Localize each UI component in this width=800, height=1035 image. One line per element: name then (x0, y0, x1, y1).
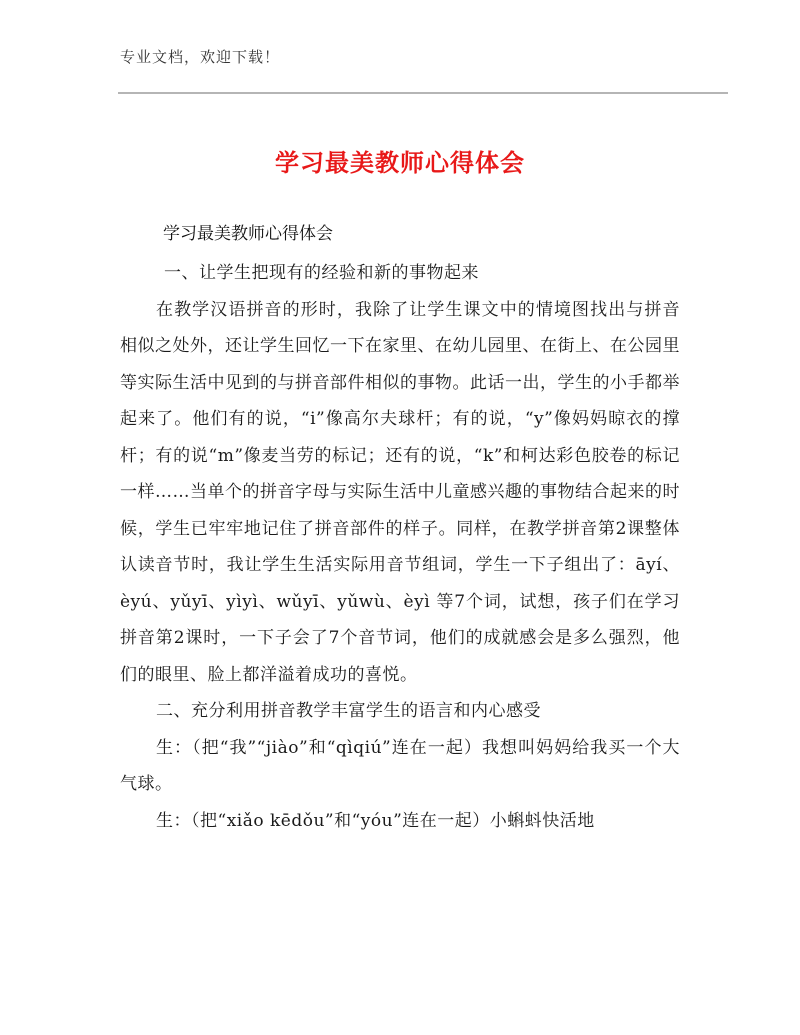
header-divider (118, 92, 728, 94)
section-heading-1: 一、让学生把现有的经验和新的事物起来 (164, 263, 479, 283)
document-subtitle: 学习最美教师心得体会 (163, 224, 333, 244)
header-note: 专业文档，欢迎下载！ (120, 48, 281, 66)
section-heading-2: 二、充分利用拼音教学丰富学生的语言和内心感受 (156, 701, 541, 721)
document-title: 学习最美教师心得体会 (275, 149, 525, 177)
paragraph-3: 生：（把“xiǎo kēdǒu”和“yóu”连在一起）小蝌蚪快活地 (156, 810, 595, 831)
document-body (120, 255, 680, 839)
paragraph-2: 生：（把“我”“jiào”和“qìqiú”连在一起）我想叫妈妈给我买一个大气球。 (120, 737, 680, 794)
paragraph-1: 在教学汉语拼音的形时，我除了让学生课文中的情境图找出与拼音相似之处外，还让学生回忆一下在家里、在幼儿园里、在街上、在公园里等实际生活中见到的与拼音部件相似的事物。此话一出，学生的小手都举起来了。他们有的说，“i”像高尔夫球杆；有的说，“y”像妈妈晾衣的撑杆；有的说“m”像麦当劳的标记；还有的说，“k”和柯达彩色胶卷的标记一样……当单个的拼音字母与实际生活中儿童感兴趣的事物结合起来的时候，学生已牢牢地记住了拼音部件的样子。同样，在教学拼音第2课整体认读音节时，我让学生生活实际用音节组词，学生一下子组出了：āyí、èyú、yǔyī、yìyì、wǔyī、yǔwù、èyì 等7个词，试想，孩子们在学习拼音第2课时，一下子会了7个音节词，他们的成就感会是多么强烈，他们的眼里、脸上都洋溢着成功的喜悦。 (120, 299, 680, 685)
